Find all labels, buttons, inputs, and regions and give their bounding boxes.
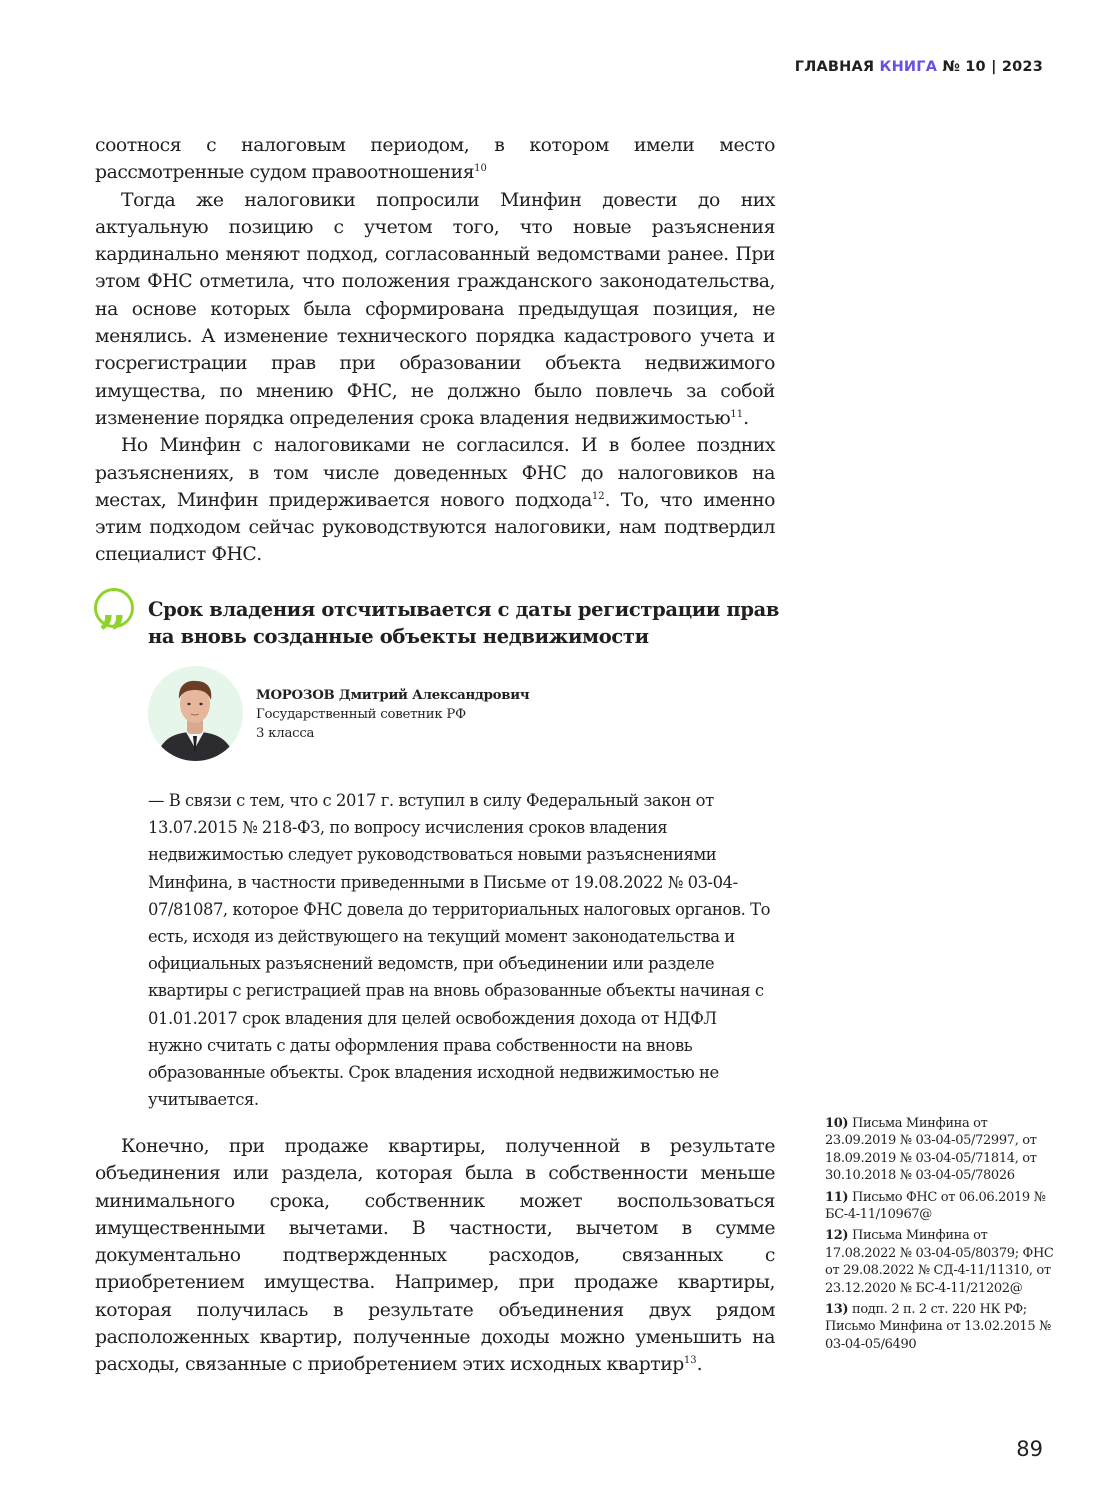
expert-portrait-icon — [148, 666, 243, 761]
brand-name: ГЛАВНАЯ — [794, 59, 875, 75]
footnote-ref[interactable]: 13 — [683, 1355, 697, 1367]
expert-title-rank: 3 класса — [256, 726, 315, 741]
paragraph: соотнося с налоговым периодом, в котором имели место рассмотренные судом правоотношения$^{10}$ — [95, 135, 775, 184]
expert-info — [256, 686, 529, 743]
paragraph: Тогда же налоговики попросили Минфин довести до них актуальную позицию с учетом того, что новые разъяснения кардинально меняют подход, согласованный ведомствами ранее. При этом ФНС отметила, что положения гражданского законодательства, на основе которых была сформирована предыдущая позиция, не менялись. А изменение технического порядка кадастрового учета и госрегистрации прав при образовании объекта недвижимого имущества, по мнению ФНС, не должно было повлечь за собой изменение порядка определения срока владения недвижимостью$^{11}$. — [95, 189, 775, 429]
expert-quote: — В связи с тем, что с 2017 г. вступил в силу Федеральный закон от 13.07.2015 № 218-ФЗ, по вопросу исчисления сроков владения недвижимостью следует руководствоваться новыми разъяснениями Минфина, в частности приведенными в Письме от 19.08.2022 № 03-04-07/81087, которое ФНС довела до территориальных налоговых органов. То есть, исходя из действующего на текущий момент законодательства и официальных разъяснений ведомств, при объединении или разделе квартиры с регистрацией прав на вновь образованные объекты начиная с 01.01.2017 срок владения для целей освобождения дохода от НДФЛ нужно считать с даты оформления права собственности на вновь образованные объекты. Срок владения исходной недвижимостью не учитывается. — [148, 791, 770, 1110]
footnote: 10) Письма Минфина от 23.09.2019 № 03-04-05/72997, от 18.09.2019 № 03-04-05/71814, от 30.10.2018 № 03-04-05/78026 — [825, 1116, 1037, 1184]
paragraph: Конечно, при продаже квартиры, полученной в результате объединения или раздела, которая была в собственности меньше минимального срока, собственник может воспользоваться имущественными вычетами. В частности, вычетом в сумме документально подтвержденных расходов, связанных с приобретением имущества. Например, при продаже квартиры, которая получилась в результате объединения двух рядом расположенных квартир, полученные доходы можно уменьшить на расходы, связанные с приобретением этих исходных квартир$^{13}$. — [95, 1136, 775, 1376]
brand-name-accent: КНИГА — [879, 59, 938, 75]
footnote-ref[interactable]: 10 — [474, 163, 487, 175]
issue-number: № 10 | 2023 — [942, 59, 1043, 75]
avatar — [148, 666, 243, 761]
page-number: 89 — [1016, 1437, 1043, 1461]
magazine-header — [795, 59, 1043, 75]
pull-quote: Срок владения отсчитывается с даты регистрации прав на вновь созданные объекты недвижимости — [148, 598, 780, 648]
footnotes — [825, 1115, 1055, 1357]
expert-title: Государственный советник РФ — [256, 707, 466, 722]
quote-icon: ,, — [94, 588, 134, 628]
expert-name: МОРОЗОВ Дмитрий Александрович — [256, 688, 530, 703]
paragraph: Но Минфин с налоговиками не согласился. И в более поздних разъяснениях, в том числе доведенных ФНС до налоговиков на местах, Минфин придерживается нового подхода$^{12}$. То, что именно этим подходом сейчас руководствуются налоговики, нам подтвердил специалист ФНС. — [95, 435, 775, 566]
footnote-ref[interactable]: 11 — [730, 408, 744, 420]
footnote: 11) Письмо ФНС от 06.06.2019 № БС-4-11/10967@ — [825, 1189, 1046, 1223]
footnote: 13) подп. 2 п. 2 ст. 220 НК РФ; Письмо Минфина от 13.02.2015 № 03-04-05/6490 — [825, 1302, 1051, 1352]
article-body-bottom — [95, 1133, 775, 1379]
footnote-ref[interactable]: 12 — [591, 490, 605, 502]
article-body-top — [95, 132, 775, 569]
footnote: 12) Письма Минфина от 17.08.2022 № 03-04-05/80379; ФНС от 29.08.2022 № СД-4-11/11310, от 23.12.2020 № БС-4-11/21202@ — [825, 1228, 1054, 1296]
